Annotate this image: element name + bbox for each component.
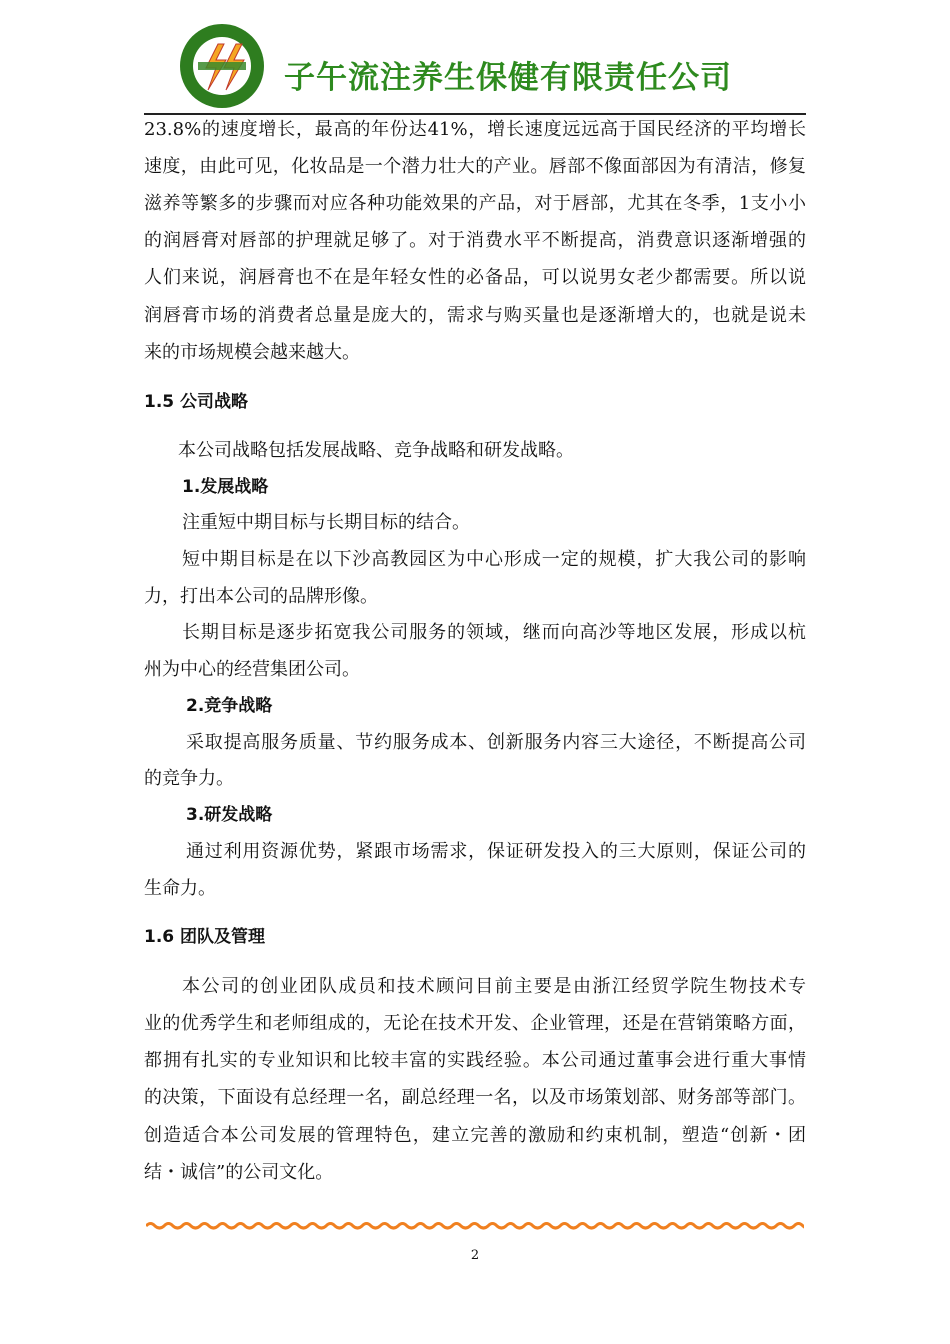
paragraph-line: 的竞争力。	[144, 768, 234, 789]
paragraph-line: 结・诚信”的公司文化。	[144, 1162, 334, 1183]
subheading-development: 1.发展战略	[182, 477, 269, 497]
paragraph-line: 人们来说，润唇膏也不在是年轻女性的必备品，可以说男女老少都需要。所以说	[144, 267, 806, 288]
paragraph-line: 的决策，下面设有总经理一名，副总经理一名，以及市场策划部、财务部等部门。	[144, 1087, 806, 1108]
paragraph-line: 通过利用资源优势，紧跟市场需求，保证研发投入的三大原则，保证公司的	[186, 841, 806, 862]
paragraph-line: 业的优秀学生和老师组成的，无论在技术开发、企业管理，还是在营销策略方面，	[144, 1013, 806, 1034]
subheading-research: 3.研发战略	[186, 805, 273, 825]
paragraph-line: 生命力。	[144, 878, 216, 899]
header-divider	[144, 113, 806, 115]
section-heading-1-6: 1.6 团队及管理	[144, 927, 266, 947]
company-logo	[180, 24, 264, 108]
paragraph-line: 短中期目标是在以下沙高教园区为中心形成一定的规模，扩大我公司的影响	[182, 549, 806, 570]
paragraph-line: 注重短中期目标与长期目标的结合。	[182, 512, 470, 533]
paragraph-line: 州为中心的经营集团公司。	[144, 659, 360, 680]
paragraph-line: 滋养等繁多的步骤而对应各种功能效果的产品，对于唇部，尤其在冬季，1支小小	[144, 193, 806, 214]
paragraph-line: 长期目标是逐步拓宽我公司服务的领域，继而向高沙等地区发展，形成以杭	[182, 622, 806, 643]
paragraph-line: 本公司的创业团队成员和技术顾问目前主要是由浙江经贸学院生物技术专	[182, 976, 806, 997]
paragraph-line: 都拥有扎实的专业知识和比较丰富的实践经验。本公司通过董事会进行重大事情	[144, 1050, 806, 1071]
paragraph-line: 来的市场规模会越来越大。	[144, 342, 360, 363]
paragraph-line: 23.8%的速度增长，最高的年份达41%，增长速度远远高于国民经济的平均增长	[144, 119, 806, 140]
paragraph-line: 的润唇膏对唇部的护理就足够了。对于消费水平不断提高，消费意识逐渐增强的	[144, 230, 806, 251]
company-name: 子午流注养生保健有限责任公司	[284, 60, 732, 96]
paragraph-line: 采取提高服务质量、节约服务成本、创新服务内容三大途径，不断提高公司	[186, 732, 806, 753]
paragraph-line: 本公司战略包括发展战略、竞争战略和研发战略。	[178, 440, 574, 461]
paragraph-line: 润唇膏市场的消费者总量是庞大的，需求与购买量也是逐渐增大的，也就是说未	[144, 305, 806, 326]
section-heading-1-5: 1.5 公司战略	[144, 392, 249, 412]
subheading-competition: 2.竞争战略	[186, 696, 273, 716]
paragraph-line: 力，打出本公司的品牌形像。	[144, 586, 378, 607]
page-number: 2	[470, 1248, 480, 1263]
paragraph-line: 速度，由此可见，化妆品是一个潜力壮大的产业。唇部不像面部因为有清洁，修复	[144, 156, 806, 177]
paragraph-line: 创造适合本公司发展的管理特色，建立完善的激励和约束机制，塑造“创新・团	[144, 1125, 806, 1146]
footer-wave-divider	[146, 1219, 804, 1231]
